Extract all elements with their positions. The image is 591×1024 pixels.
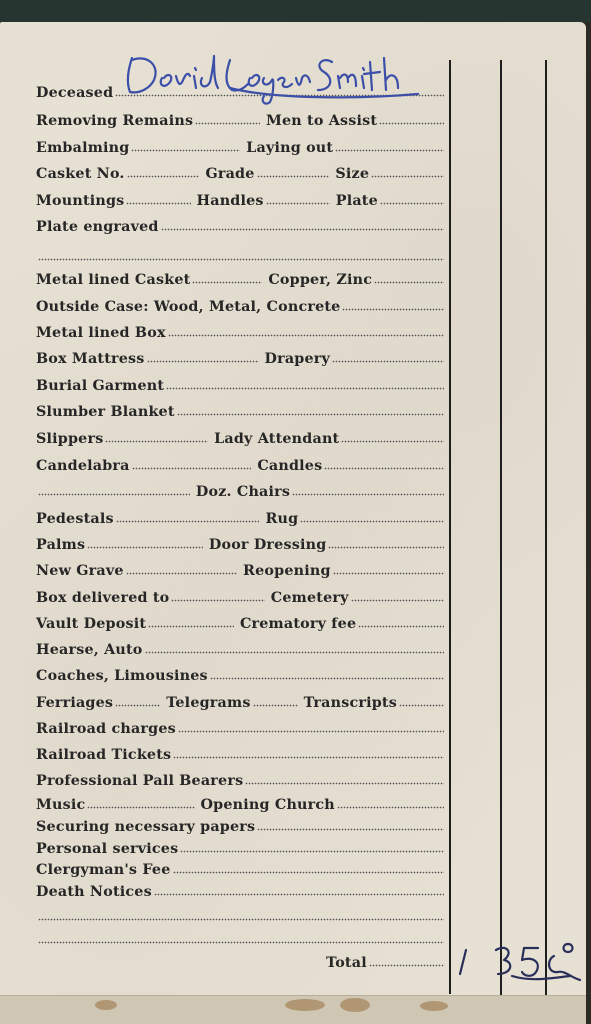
handwritten-name xyxy=(118,48,448,108)
fill-line xyxy=(116,520,260,523)
fill-line xyxy=(245,782,444,785)
fill-line xyxy=(147,360,259,363)
fill-line xyxy=(127,175,200,178)
fill-line xyxy=(161,228,444,231)
field-label: New Grave xyxy=(36,563,124,579)
field-label: Pedestals xyxy=(36,511,114,527)
fill-line xyxy=(257,175,330,178)
fill-line xyxy=(341,440,444,443)
fill-line xyxy=(38,493,190,496)
field-label: Securing necessary papers xyxy=(36,819,256,835)
form-row[interactable] xyxy=(36,769,446,789)
field-label: Copper, Zinc xyxy=(268,272,373,288)
field-label: Crematory fee xyxy=(239,616,357,632)
form-row[interactable] xyxy=(36,533,446,553)
field-label: Railroad charges xyxy=(36,721,176,737)
form-row[interactable] xyxy=(36,245,446,265)
field-label: Metal lined Box xyxy=(36,325,166,341)
field-label: Transcripts xyxy=(303,695,397,711)
fill-line xyxy=(87,546,203,549)
field-label: Size xyxy=(335,166,370,182)
fill-line xyxy=(126,202,190,205)
field-label: Plate xyxy=(335,193,378,209)
field-label: Telegrams xyxy=(166,695,251,711)
fill-line xyxy=(371,175,444,178)
fill-line xyxy=(132,467,252,470)
form-row[interactable] xyxy=(36,928,446,948)
column-rule-2 xyxy=(500,60,502,1006)
field-label: Music xyxy=(36,797,86,813)
field-label: Doz. Chairs xyxy=(195,484,291,500)
field-label: Plate engraved xyxy=(36,219,159,235)
field-label: Slippers xyxy=(36,431,104,447)
handwritten-total xyxy=(452,930,584,986)
fill-line xyxy=(131,149,240,152)
field-label: Ferriages xyxy=(36,695,114,711)
fill-line xyxy=(300,520,444,523)
form-row[interactable] xyxy=(36,664,446,684)
fill-line xyxy=(38,258,444,261)
fill-line xyxy=(192,281,262,284)
stain xyxy=(340,998,370,1012)
form-row[interactable] xyxy=(36,321,446,341)
fill-line xyxy=(253,704,298,707)
field-label: Lady Attendant xyxy=(214,431,340,447)
stain xyxy=(420,1001,448,1011)
form-row[interactable] xyxy=(36,136,446,156)
field-label: Reopening xyxy=(243,563,331,579)
field-label: Candelabra xyxy=(36,458,130,474)
field-label: Death Notices xyxy=(36,884,152,900)
field-label: Mountings xyxy=(36,193,125,209)
form-row[interactable] xyxy=(36,612,446,632)
field-label: Casket No. xyxy=(36,166,125,182)
form-row[interactable] xyxy=(36,189,446,209)
field-label: Laying out xyxy=(246,140,334,156)
fill-line xyxy=(38,918,444,921)
field-label: Slumber Blanket xyxy=(36,404,175,420)
field-label: Metal lined Casket xyxy=(36,272,191,288)
field-label: Removing Remains xyxy=(36,113,194,129)
fill-line xyxy=(154,893,444,896)
book-edge xyxy=(0,0,591,22)
fill-line xyxy=(168,334,444,337)
form-row[interactable] xyxy=(36,717,446,737)
fill-line xyxy=(166,387,444,390)
form-row[interactable] xyxy=(36,880,446,900)
fill-line xyxy=(180,850,444,853)
form-row[interactable] xyxy=(36,400,446,420)
fill-line xyxy=(399,704,444,707)
fill-line xyxy=(324,467,444,470)
fill-line xyxy=(332,360,444,363)
form-row[interactable] xyxy=(36,162,446,182)
fill-line xyxy=(195,122,260,125)
field-label: Rug xyxy=(265,511,299,527)
total-label: Total xyxy=(326,955,367,971)
form-row[interactable] xyxy=(36,374,446,394)
fill-line xyxy=(351,599,444,602)
fill-line xyxy=(173,756,444,759)
form-row[interactable] xyxy=(36,559,446,579)
fill-line xyxy=(333,572,444,575)
form-row[interactable] xyxy=(36,215,446,235)
form-row[interactable] xyxy=(36,638,446,658)
field-label: Opening Church xyxy=(200,797,335,813)
page-bottom-edge xyxy=(0,995,586,1024)
form-row[interactable] xyxy=(36,268,446,288)
form-row[interactable] xyxy=(36,295,446,315)
fill-line xyxy=(369,964,444,967)
form-row[interactable] xyxy=(36,109,446,129)
field-label: Men to Assist xyxy=(265,113,378,129)
stain xyxy=(95,1000,117,1010)
field-label: Vault Deposit xyxy=(36,616,147,632)
fill-line xyxy=(380,202,444,205)
fill-line xyxy=(115,704,160,707)
field-total[interactable] xyxy=(326,951,446,971)
field-label: Palms xyxy=(36,537,86,553)
form-row[interactable] xyxy=(36,691,446,711)
fill-line xyxy=(328,546,444,549)
form-row[interactable] xyxy=(36,793,446,813)
fill-line xyxy=(210,677,444,680)
field-label: Professional Pall Bearers xyxy=(36,773,244,789)
column-rule-3 xyxy=(545,60,547,1006)
field-label: Personal services xyxy=(36,841,179,857)
field-label: Burial Garment xyxy=(36,378,165,394)
field-label: Clergyman's Fee xyxy=(36,862,171,878)
fill-line xyxy=(379,122,444,125)
fill-line xyxy=(105,440,208,443)
field-label: Handles xyxy=(196,193,264,209)
field-label: Candles xyxy=(257,458,323,474)
fill-line xyxy=(374,281,444,284)
form-row[interactable] xyxy=(36,586,446,606)
field-label: Embalming xyxy=(36,140,130,156)
field-label: Box Mattress xyxy=(36,351,145,367)
field-label: Railroad Tickets xyxy=(36,747,172,763)
field-label: Drapery xyxy=(264,351,331,367)
stain xyxy=(285,999,325,1011)
form-row[interactable] xyxy=(36,427,446,447)
fill-line xyxy=(257,828,444,831)
fill-line xyxy=(335,149,444,152)
field-label: Grade xyxy=(205,166,255,182)
fill-line xyxy=(337,806,444,809)
field-label: Cemetery xyxy=(270,590,349,606)
fill-line xyxy=(266,202,330,205)
field-label: Door Dressing xyxy=(208,537,327,553)
form-row[interactable] xyxy=(36,837,446,857)
fill-line xyxy=(177,413,444,416)
field-label: Coaches, Limousines xyxy=(36,668,208,684)
field-label: Outside Case: Wood, Metal, Concrete xyxy=(36,299,341,315)
form-row[interactable] xyxy=(36,454,446,474)
form-row[interactable] xyxy=(36,743,446,763)
form-row[interactable] xyxy=(36,507,446,527)
fill-line xyxy=(173,871,445,874)
fill-line xyxy=(292,493,444,496)
field-label: Box delivered to xyxy=(36,590,170,606)
column-rule-1 xyxy=(449,60,451,994)
fill-line xyxy=(38,941,444,944)
fill-line xyxy=(87,806,194,809)
field-label: Hearse, Auto xyxy=(36,642,143,658)
fill-line xyxy=(145,651,444,654)
form-row[interactable] xyxy=(36,815,446,835)
deceased-label: Deceased xyxy=(36,85,114,101)
fill-line xyxy=(148,625,234,628)
fill-line xyxy=(342,308,444,311)
fill-line xyxy=(178,730,444,733)
form-row[interactable] xyxy=(36,858,446,878)
form-row[interactable] xyxy=(36,905,446,925)
fill-line xyxy=(126,572,237,575)
form-row[interactable] xyxy=(36,347,446,367)
fill-line xyxy=(358,625,444,628)
fill-line xyxy=(171,599,264,602)
form-row[interactable] xyxy=(36,480,446,500)
